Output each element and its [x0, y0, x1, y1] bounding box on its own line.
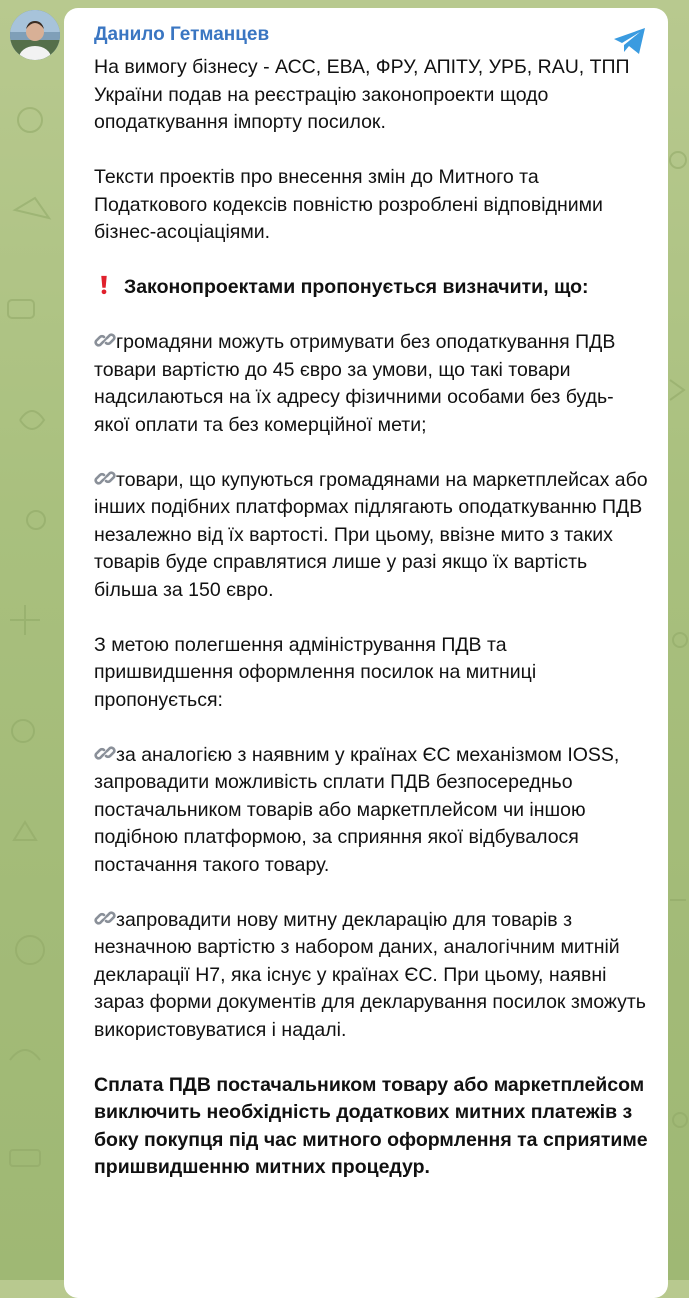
proposals-heading-text: Законопроектами пропонується визначити, що:	[124, 276, 589, 298]
message-text	[94, 54, 648, 1182]
author-avatar[interactable]	[10, 10, 60, 60]
bullet-text: за аналогією з наявним у країнах ЄС механізмом IOSS, запровадити можливість сплати ПДВ безпосередньо постачальником товарів або маркетплейсом чи іншою подібною платформою, за сприяння якої відбувалося постачання такого товару.	[94, 743, 620, 876]
telegram-plane-icon[interactable]	[612, 26, 648, 56]
bullet-item	[94, 329, 648, 439]
link-icon	[94, 329, 116, 351]
paragraph-proposals-heading	[94, 274, 648, 302]
conclusion-text: Сплата ПДВ постачальником товару або маркетплейсом виключить необхідність додаткових митних платежів з боку покупця під час митного оформлення та сприятиме пришвидшенню митних процедур.	[94, 1073, 648, 1178]
paragraph-texts: Тексти проектів про внесення змін до Митного та Податкового кодексів повністю розроблені відповідними бізнес-асоціаціями.	[94, 166, 603, 243]
bullet-text: товари, що купуються громадянами на маркетплейсах або інших подібних платформах підлягають оподаткуванню ПДВ незалежно від їх вартості. При цьому, ввізне мито з таких товарів буде справлятися лише у разі якщо їх вартість більша за 150 євро.	[94, 468, 648, 601]
bullet-item	[94, 907, 648, 1045]
link-icon	[94, 467, 116, 489]
bullet-text: запровадити нову митну декларацію для товарів з незначною вартістю з набором даних, аналогічним митній декларації Н7, яка існує у країнах ЄС. При цьому, наявні зараз форми документів для декларування посилок зможуть використовуватися і надалі.	[94, 908, 646, 1041]
paragraph-vat-admin: З метою полегшення адміністрування ПДВ та пришвидшення оформлення посилок на митниці пропонується:	[94, 633, 537, 711]
link-icon	[94, 742, 116, 764]
paragraph-intro: На вимогу бізнесу - АСС, ЕВА, ФРУ, АПІТУ, УРБ, RAU, ТПП України подав на реєстрацію законопроекти щодо оподаткування імпорту посилок.	[94, 56, 630, 133]
paragraph-conclusion	[94, 1072, 648, 1182]
author-name[interactable]: Данило Гетманцев	[94, 24, 270, 45]
link-icon	[94, 907, 116, 929]
bullet-item	[94, 467, 648, 605]
bullet-item	[94, 742, 648, 880]
message-bubble	[64, 8, 668, 1298]
red-exclamation-icon	[98, 275, 110, 295]
bullet-text: громадяни можуть отримувати без оподаткування ПДВ товари вартістю до 45 євро за умови, що такі товари надсилаються на їх адресу фізичними особами без будь-якої оплати та без комерційної мети;	[94, 331, 616, 436]
